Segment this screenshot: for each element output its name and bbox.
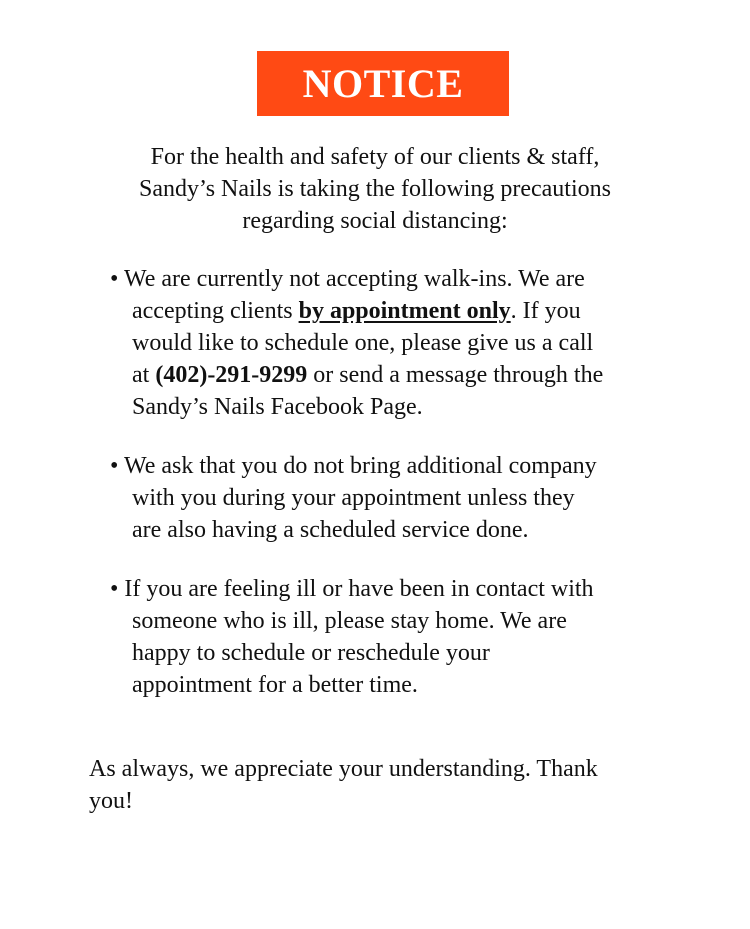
notice-heading: NOTICE	[302, 60, 464, 106]
bullet-additional-company	[110, 450, 680, 546]
bullet-text: accepting clients	[132, 298, 299, 324]
bullet-text: or send a message through the	[307, 362, 604, 388]
notice-banner	[257, 51, 509, 116]
phone-number: (402)-291-9299	[155, 362, 308, 388]
bullet-line: Sandy’s Nails Facebook Page.	[132, 394, 423, 420]
bullet-walk-ins	[110, 263, 680, 423]
bullet-line: appointment for a better time.	[132, 672, 418, 698]
bullet-line: happy to schedule or reschedule your	[132, 640, 490, 666]
bullet-text: at	[132, 362, 156, 388]
closing-line: As always, we appreciate your understanding. Thank	[89, 756, 598, 782]
bullet-line: • If you are feeling ill or have been in contact with	[110, 576, 594, 602]
bullet-line	[110, 359, 680, 391]
intro-line: regarding social distancing:	[242, 208, 508, 234]
intro-paragraph	[60, 141, 690, 237]
bullet-line: someone who is ill, please stay home. We are	[132, 608, 567, 634]
appointment-only-emphasis: by appointment only	[298, 298, 511, 324]
closing-paragraph	[89, 753, 689, 817]
intro-line: Sandy’s Nails is taking the following precautions	[139, 176, 611, 202]
bullet-text: . If you	[510, 298, 581, 324]
intro-line: For the health and safety of our clients & staff,	[150, 144, 600, 170]
bullet-line	[110, 295, 680, 327]
bullet-line: with you during your appointment unless they	[132, 485, 575, 511]
closing-line: you!	[89, 788, 133, 814]
bullet-line: • We are currently not accepting walk-ins. We are	[110, 266, 585, 292]
bullet-line: • We ask that you do not bring additional company	[110, 453, 597, 479]
bullet-feeling-ill	[110, 573, 680, 701]
bullet-line: are also having a scheduled service done.	[132, 517, 529, 543]
bullet-line: would like to schedule one, please give us a call	[132, 330, 594, 356]
